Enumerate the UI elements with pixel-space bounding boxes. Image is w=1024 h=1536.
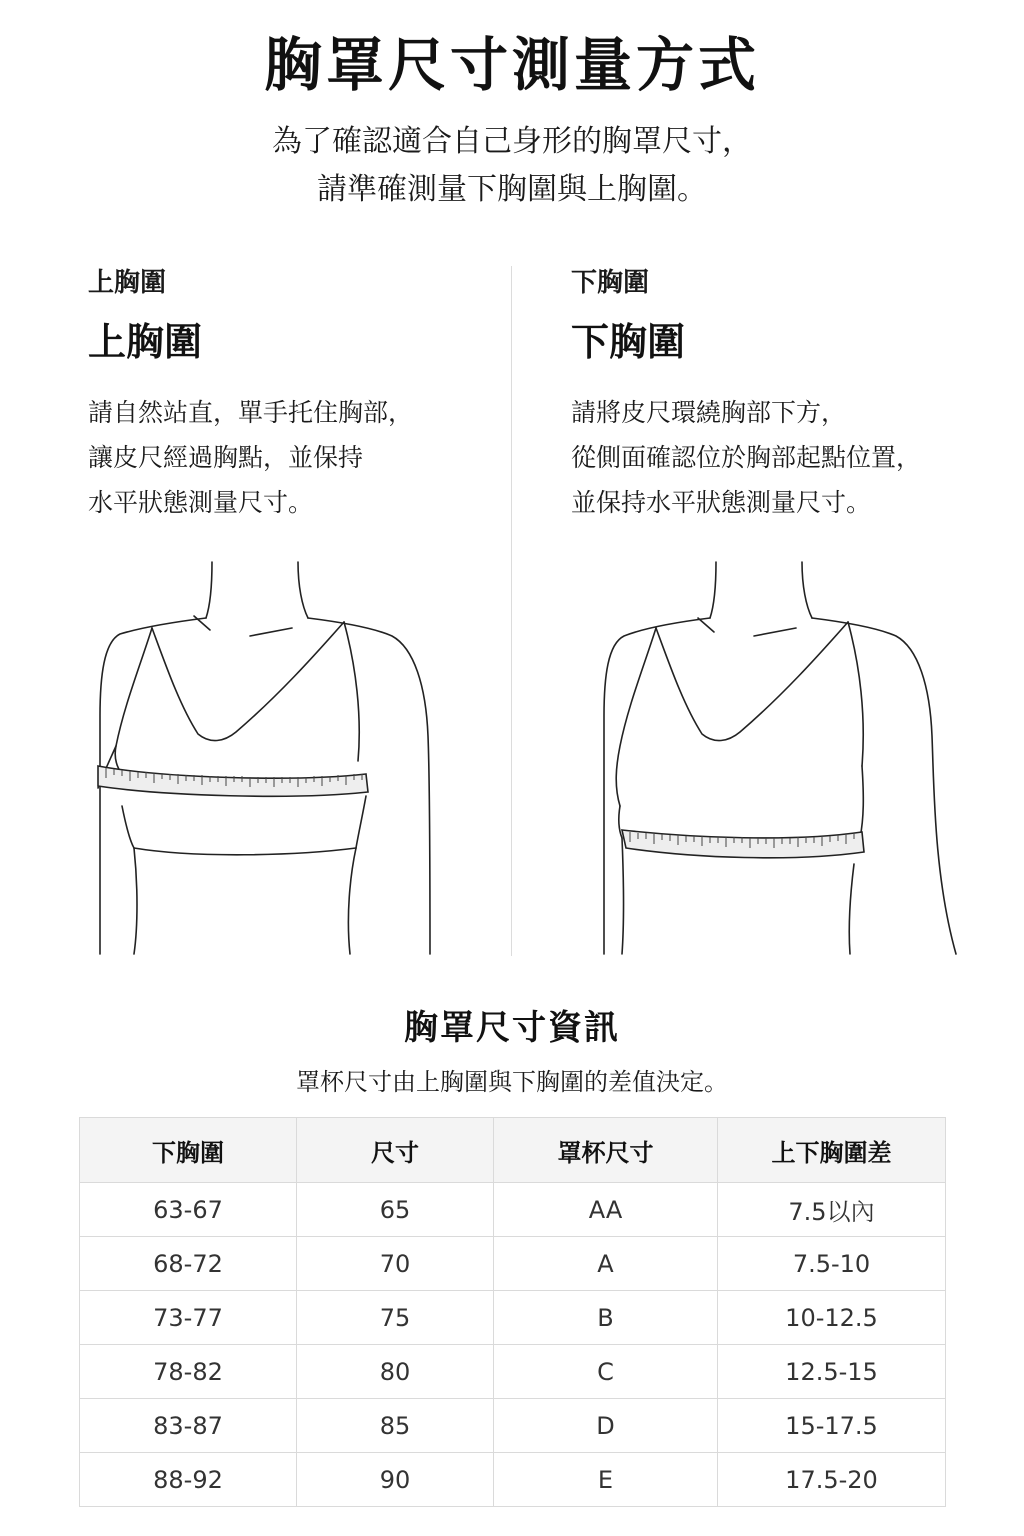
table-cell: 90 (297, 1453, 494, 1507)
measuring-tape (98, 766, 368, 796)
table-cell: 10-12.5 (718, 1291, 946, 1345)
size-info-title: 胸罩尺寸資訊 (404, 1008, 620, 1048)
intro-line: 請準確測量下胸圍與上胸圍。 (317, 172, 707, 207)
under-bust-description (571, 390, 1011, 525)
right-strap (344, 622, 359, 761)
left-side (122, 806, 134, 848)
table-cell: C (494, 1345, 718, 1399)
table-cell: 80 (297, 1345, 494, 1399)
table-cell: D (494, 1399, 718, 1453)
size-info-subtitle: 罩杯尺寸由上胸圍與下胸圍的差值決定。 (296, 1068, 728, 1096)
description-line: 讓皮尺經過胸點，並保持 (88, 443, 364, 472)
under-bust-illustration (594, 556, 964, 956)
table-cell: 17.5-20 (718, 1453, 946, 1507)
table-cell: 88-92 (80, 1453, 297, 1507)
table-cell: 15-17.5 (718, 1399, 946, 1453)
bra-neckline (152, 622, 344, 741)
table-cell: AA (494, 1183, 718, 1237)
table-row (80, 1291, 946, 1345)
table-cell: 63-67 (80, 1183, 297, 1237)
header-under-bust: 下胸圍 (80, 1118, 297, 1183)
table-row (80, 1183, 946, 1237)
table-cell: 85 (297, 1399, 494, 1453)
collarbone-left (698, 618, 714, 632)
upper-bust-description (88, 390, 528, 525)
description-line: 請將皮尺環繞胸部下方， (571, 398, 847, 427)
left-torso (622, 838, 624, 954)
collarbone-right (250, 628, 292, 636)
description-line: 從側面確認位於胸部起點位置， (571, 443, 922, 472)
upper-bust-illustration (94, 556, 464, 956)
page-title: 胸罩尺寸測量方式 (263, 31, 760, 99)
left-torso (134, 848, 137, 954)
table-row (80, 1399, 946, 1453)
description-line: 並保持水平狀態測量尺寸。 (571, 488, 872, 517)
under-bust-section (571, 264, 1011, 525)
table-cell: 7.5以內 (718, 1183, 946, 1237)
left-strap (115, 628, 152, 774)
bra-neckline (656, 622, 848, 741)
header-size: 尺寸 (297, 1118, 494, 1183)
neck-line-left (710, 562, 716, 618)
bra-band-bottom (134, 848, 356, 855)
table-cell: B (494, 1291, 718, 1345)
table-cell: 7.5-10 (718, 1237, 946, 1291)
header-cup-size: 罩杯尺寸 (494, 1118, 718, 1183)
upper-bust-heading: 上胸圍 (88, 320, 203, 364)
table-cell: 73-77 (80, 1291, 297, 1345)
table-cell: 12.5-15 (718, 1345, 946, 1399)
neck-line-right (298, 562, 308, 618)
upper-bust-section (88, 264, 528, 525)
neck-line-left (206, 562, 212, 618)
table-cell: 83-87 (80, 1399, 297, 1453)
measuring-tape (622, 830, 864, 858)
table-cell: 68-72 (80, 1237, 297, 1291)
collarbone-right (754, 628, 796, 636)
size-table (79, 1117, 946, 1507)
right-side (356, 796, 366, 848)
left-shoulder-arm (604, 618, 710, 954)
description-line: 水平狀態測量尺寸。 (88, 488, 314, 517)
table-row (80, 1237, 946, 1291)
right-torso (348, 848, 356, 954)
intro-line: 為了確認適合自己身形的胸罩尺寸， (272, 124, 752, 159)
under-bust-heading: 下胸圍 (571, 320, 686, 364)
table-cell: E (494, 1453, 718, 1507)
upper-bust-small-label: 上胸圍 (88, 268, 167, 298)
table-cell: 65 (297, 1183, 494, 1237)
left-strap (616, 628, 656, 806)
table-cell: 75 (297, 1291, 494, 1345)
header-difference: 上下胸圍差 (718, 1118, 946, 1183)
table-row (80, 1345, 946, 1399)
table-row (80, 1453, 946, 1507)
table-cell: 78-82 (80, 1345, 297, 1399)
neck-line-right (802, 562, 812, 618)
under-bust-small-label: 下胸圍 (571, 268, 650, 298)
table-cell: A (494, 1237, 718, 1291)
left-bust-curve (619, 806, 622, 838)
right-strap (848, 622, 863, 766)
description-line: 請自然站直，單手托住胸部， (88, 398, 414, 427)
right-side (860, 766, 863, 838)
right-torso (849, 864, 854, 954)
right-shoulder-arm (812, 618, 956, 954)
table-header-row (80, 1118, 946, 1183)
table-cell: 70 (297, 1237, 494, 1291)
intro-text (0, 118, 1024, 214)
